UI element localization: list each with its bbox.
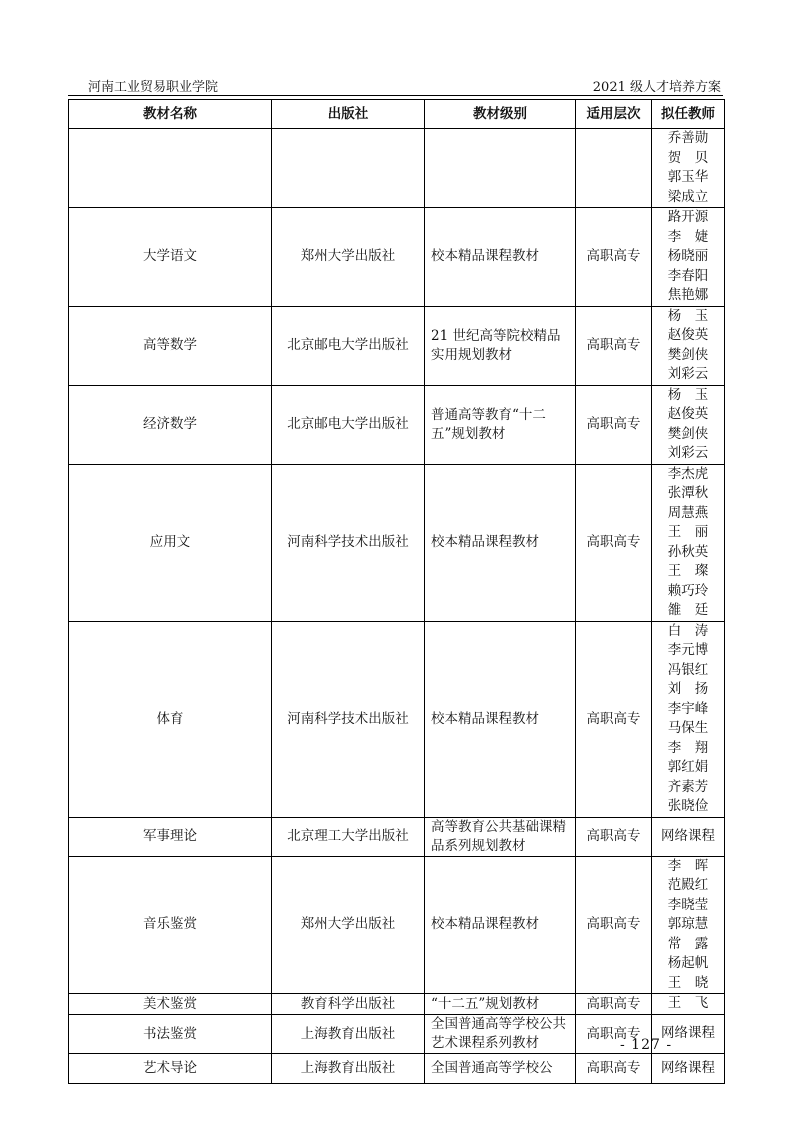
table-row (69, 129, 725, 208)
publisher-cell: 上海教育出版社 (272, 1015, 425, 1054)
teacher-name: 贺 贝 (667, 149, 709, 166)
textbook-table (68, 99, 725, 1084)
textbook-name-cell (69, 129, 272, 208)
textbook-level-cell: 校本精品课程教材 (425, 208, 576, 307)
table-row (69, 385, 725, 464)
teacher-name: 李杰虎 (667, 465, 709, 482)
applicable-tier-cell: 高职高专 (576, 856, 652, 994)
textbook-level-cell: 校本精品课程教材 (425, 464, 576, 621)
table-row (69, 306, 725, 385)
textbook-name-cell: 书法鉴赏 (69, 1015, 272, 1054)
table-row (69, 208, 725, 307)
textbook-level-cell: “十二五”规划教材 (425, 994, 576, 1015)
teacher-name: 网络课程 (661, 1059, 715, 1076)
teacher-name: 李春阳 (667, 267, 709, 284)
publisher-cell: 河南科学技术出版社 (272, 621, 425, 817)
teacher-name: 孙秋英 (667, 543, 709, 560)
teacher-name: 齐素芳 (667, 778, 709, 795)
applicable-tier-cell: 高职高专 (576, 464, 652, 621)
teacher-name: 雒 廷 (667, 602, 709, 618)
textbook-level-cell: 校本精品课程教材 (425, 856, 576, 994)
table-body (69, 129, 725, 1084)
publisher-cell: 郑州大学出版社 (272, 208, 425, 307)
applicable-tier-cell: 高职高专 (576, 385, 652, 464)
header-document-title: 2021 级人才培养方案 (592, 80, 721, 95)
textbook-level-cell: 普通高等教育“十二五”规划教材 (425, 385, 576, 464)
applicable-tier-cell: 高职高专 (576, 306, 652, 385)
textbook-level-cell: 高等教育公共基础课精品系列规划教材 (425, 817, 576, 856)
textbook-name-cell: 军事理论 (69, 817, 272, 856)
applicable-tier-cell (576, 129, 652, 208)
textbook-level-cell: 全国普通高等学校公共艺术课程系列教材 (425, 1015, 576, 1054)
column-header-teachers: 拟任教师 (652, 100, 725, 129)
textbook-name-cell: 应用文 (69, 464, 272, 621)
teacher-name: 赵俊英 (667, 327, 709, 343)
textbook-level-cell: 21 世纪高等院校精品实用规划教材 (425, 306, 576, 385)
publisher-cell: 上海教育出版社 (272, 1054, 425, 1084)
teachers-cell (652, 817, 725, 856)
publisher-cell: 郑州大学出版社 (272, 856, 425, 994)
applicable-tier-cell: 高职高专 (576, 817, 652, 856)
textbook-name-cell: 艺术导论 (69, 1054, 272, 1084)
teacher-name: 李晓莹 (667, 896, 709, 913)
teacher-name: 赵俊英 (667, 406, 709, 422)
teacher-name: 赖巧玲 (667, 582, 709, 599)
textbook-name-cell: 体育 (69, 621, 272, 817)
teacher-name: 郭琼慧 (667, 916, 709, 932)
teacher-name: 樊剑侠 (667, 346, 709, 363)
teacher-name: 王 晓 (667, 974, 709, 991)
teacher-name: 焦艳娜 (667, 287, 709, 303)
header-school-name: 河南工业贸易职业学院 (88, 80, 219, 95)
teacher-name: 李 婕 (667, 228, 709, 245)
teacher-name: 李宇峰 (667, 700, 709, 717)
publisher-cell: 北京邮电大学出版社 (272, 385, 425, 464)
teachers-cell (652, 994, 725, 1015)
table-row (69, 464, 725, 621)
teacher-name: 郭红娟 (667, 759, 709, 775)
textbook-name-cell: 大学语文 (69, 208, 272, 307)
applicable-tier-cell: 高职高专 (576, 1015, 652, 1054)
applicable-tier-cell: 高职高专 (576, 994, 652, 1015)
teacher-name: 常 露 (667, 935, 709, 952)
teacher-name: 刘 扬 (667, 681, 709, 697)
teacher-name: 刘彩云 (667, 366, 709, 382)
teacher-name: 张潭秋 (667, 485, 709, 501)
table-row (69, 1054, 725, 1084)
teacher-name: 路开源 (667, 209, 709, 225)
publisher-cell: 河南科学技术出版社 (272, 464, 425, 621)
header-rule (68, 95, 723, 96)
teachers-cell (652, 306, 725, 385)
teacher-name: 李 翔 (667, 739, 709, 756)
teachers-cell (652, 208, 725, 307)
teacher-name: 郭玉华 (667, 169, 709, 185)
teachers-cell (652, 856, 725, 994)
table-row (69, 994, 725, 1015)
teacher-name: 樊剑侠 (667, 425, 709, 442)
teacher-name: 周慧燕 (667, 504, 709, 521)
teacher-name: 李 晖 (667, 857, 709, 874)
applicable-tier-cell: 高职高专 (576, 1054, 652, 1084)
publisher-cell: 北京理工大学出版社 (272, 817, 425, 856)
teachers-cell (652, 464, 725, 621)
column-header-publisher: 出版社 (272, 100, 425, 129)
teacher-name: 杨 玉 (667, 307, 709, 324)
textbook-level-cell: 校本精品课程教材 (425, 621, 576, 817)
column-header-textbook-level: 教材级别 (425, 100, 576, 129)
teachers-cell (652, 1054, 725, 1084)
teacher-name: 王 丽 (667, 524, 709, 540)
table-row (69, 817, 725, 856)
publisher-cell (272, 129, 425, 208)
teacher-name: 范殿红 (667, 877, 709, 893)
teacher-name: 杨晓丽 (667, 248, 709, 264)
teacher-name: 梁成立 (667, 188, 709, 205)
textbook-name-cell: 经济数学 (69, 385, 272, 464)
teacher-name: 乔善勋 (667, 130, 709, 146)
teachers-cell (652, 385, 725, 464)
teacher-name: 张晓俭 (667, 798, 709, 814)
teacher-name: 白 涛 (667, 622, 709, 639)
teachers-cell (652, 621, 725, 817)
table-row (69, 856, 725, 994)
teacher-name: 杨 玉 (667, 386, 709, 403)
textbook-level-cell (425, 129, 576, 208)
applicable-tier-cell: 高职高专 (576, 621, 652, 817)
teacher-name: 网络课程 (661, 1025, 715, 1042)
teacher-name: 王 飞 (667, 995, 709, 1012)
column-header-textbook-name: 教材名称 (69, 100, 272, 129)
table-row (69, 621, 725, 817)
textbook-name-cell: 美术鉴赏 (69, 994, 272, 1015)
applicable-tier-cell: 高职高专 (576, 208, 652, 307)
teacher-name: 杨起帆 (667, 955, 709, 971)
textbook-level-cell: 全国普通高等学校公 (425, 1054, 576, 1084)
teacher-name: 刘彩云 (667, 445, 709, 461)
teacher-name: 王 璨 (667, 563, 709, 579)
teacher-name: 马保生 (667, 720, 709, 736)
textbook-name-cell: 音乐鉴赏 (69, 856, 272, 994)
teacher-name: 李元博 (667, 642, 709, 658)
page-number: - 127 - (620, 1037, 673, 1053)
column-header-applicable-tier: 适用层次 (576, 100, 652, 129)
teacher-name: 网络课程 (661, 827, 715, 844)
publisher-cell: 北京邮电大学出版社 (272, 306, 425, 385)
table-header-row (69, 100, 725, 129)
textbook-name-cell: 高等数学 (69, 306, 272, 385)
teacher-name: 冯银红 (667, 661, 709, 678)
teachers-cell (652, 129, 725, 208)
publisher-cell: 教育科学出版社 (272, 994, 425, 1015)
